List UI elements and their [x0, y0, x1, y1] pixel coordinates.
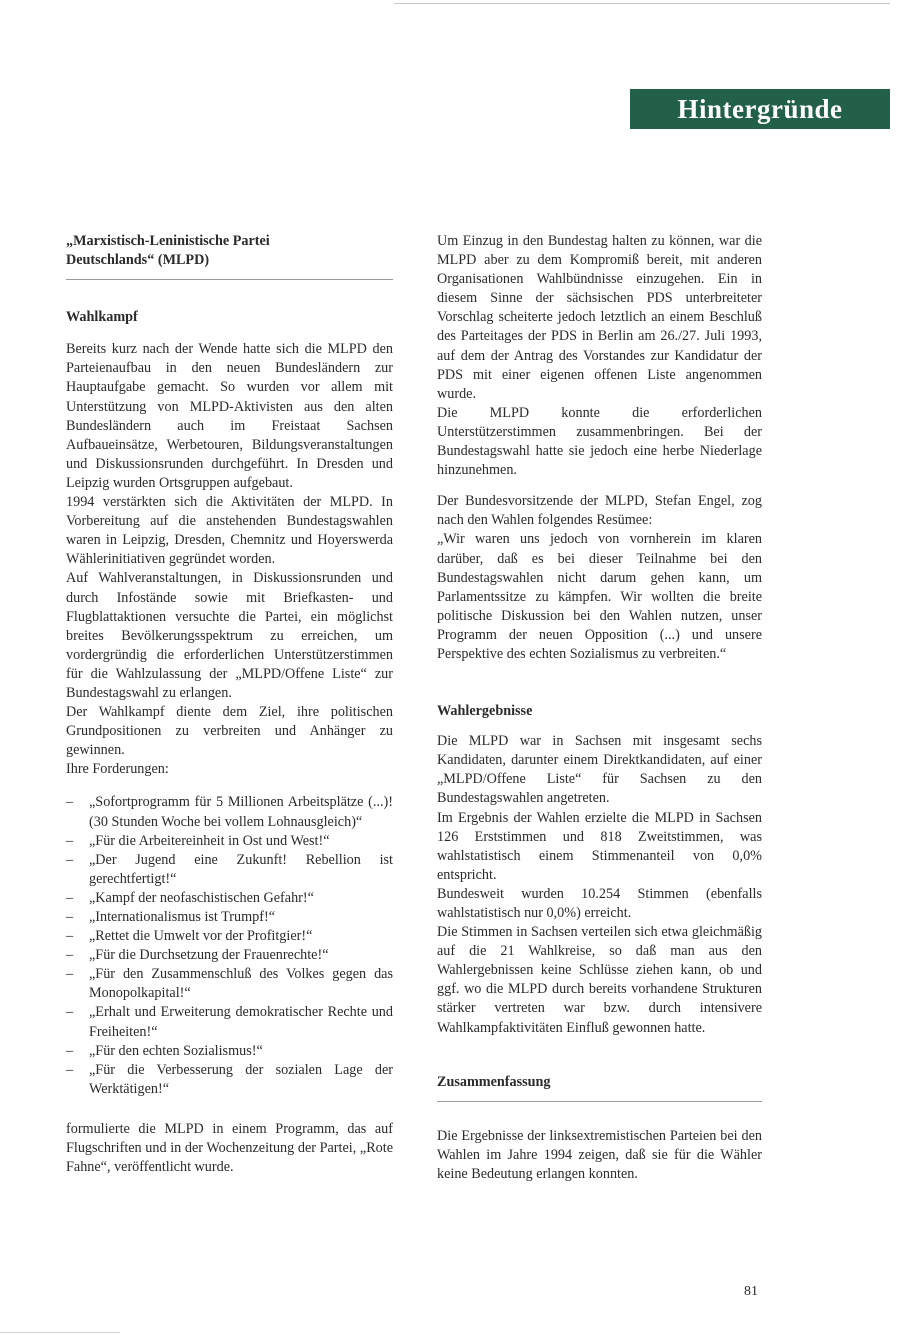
bottom-rule: [0, 1332, 120, 1333]
demand-item: – „Für die Durchsetzung der Frauenrechte!“: [66, 946, 393, 965]
demand-item: – „Für den Zusammenschluß des Volkes gegen das Monopolkapital!“: [66, 965, 393, 1003]
demand-item: – „Kampf der neofaschistischen Gefahr!“: [66, 889, 393, 908]
summary-divider: [437, 1101, 762, 1102]
top-rule: [394, 3, 890, 4]
demand-item: – „Für die Arbeitereinheit in Ost und West!“: [66, 832, 393, 851]
page-number: 81: [744, 1284, 758, 1299]
results-paragraph-3: Bundesweit wurden 10.254 Stimmen (ebenfalls wahlstatistisch nur 0,0%) erreicht.: [437, 885, 762, 921]
left-paragraph-4: Der Wahlkampf diente dem Ziel, ihre politischen Grundpositionen zu verbreiten und Anhänger zu gewinnen.: [66, 704, 393, 759]
left-paragraph-6: formulierte die MLPD in einem Programm, das auf Flugschriften und in der Wochenzeitung der Partei, „Rote Fahne“, veröffentlicht wurde.: [66, 1120, 393, 1176]
left-paragraph-2: 1994 verstärkten sich die Aktivitäten der MLPD. In Vorbereitung auf die anstehenden Bundestagswahlen waren in Leipzig, Dresden, Chemnitz und Hoyerswerda Wählerinitiativen gegründet worden.: [66, 494, 393, 568]
engel-quote: „Wir waren uns jedoch von vornherein im klaren darüber, daß es bei dieser Teilnahme bei den Bundestagswahlen nicht darum gehen kann, um Parlamentssitze zu kämpfen. Wir wollten die breite politische Diskussion bei den Wahlen nutzen, unser Programm der neuen Opposition (...) und unsere Perspektive des echten Sozialismus zu verbreiten.“: [437, 531, 762, 662]
left-column: [66, 232, 393, 1177]
demand-item: – „Erhalt und Erweiterung demokratischer Rechte und Freiheiten!“: [66, 1003, 393, 1041]
section-banner: Hintergründe: [630, 89, 890, 129]
right-paragraph-3: Der Bundesvorsitzende der MLPD, Stefan Engel, zog nach den Wahlen folgendes Resümee:: [437, 493, 762, 529]
zusammenfassung-heading: Zusammenfassung: [437, 1073, 551, 1090]
left-paragraph-5: Ihre Forderungen:: [66, 761, 169, 778]
demand-item: – „Rettet die Umwelt vor der Profitgier!“: [66, 927, 393, 946]
party-title-line2: Deutschlands“ (MLPD): [66, 252, 210, 269]
demand-item: – „Sofortprogramm für 5 Millionen Arbeitsplätze (...)! (30 Stunden Woche bei vollem Lohnausgleich)“: [66, 793, 393, 831]
results-paragraph-4: Die Stimmen in Sachsen verteilen sich etwa gleichmäßig auf die 21 Wahlkreise, so daß man aus den Wahlergebnissen keine Schlüsse ziehen kann, ob und ggf. wo die MLPD durch bereits vorhandene Strukturen stärker vertreten war bzw. durch intensivere Wahlkampfaktivitäten Einfluß gewonnen hatte.: [437, 924, 762, 1036]
demand-item: – „Der Jugend eine Zukunft! Rebellion ist gerechtfertigt!“: [66, 851, 393, 889]
results-paragraph-2: Im Ergebnis der Wahlen erzielte die MLPD in Sachsen 126 Erststimmen und 818 Zweitstimmen, was wahlstatistisch einem Stimmenanteil von 0,0% entspricht.: [437, 809, 762, 883]
results-paragraph-1: Die MLPD war in Sachsen mit insgesamt sechs Kandidaten, darunter einem Direktkandidaten, auf einer „MLPD/Offene Liste“ für Sachsen zu den Bundestagswahlen angetreten.: [437, 733, 762, 807]
wahlergebnisse-heading: Wahlergebnisse: [437, 703, 533, 720]
left-paragraph-1: Bereits kurz nach der Wende hatte sich die MLPD den Parteienaufbau in den neuen Bundesländern zur Hauptaufgabe gemacht. So wurden vor allem mit Unterstützung von MLPD-Aktivisten aus den alten Bundesländern auch im Freistaat Sachsen Aufbaueinsätze, Werbetouren, Bildungsveranstaltungen und Diskussionsrunden durchgeführt. In Dresden und Leipzig wurden Ortsgruppen aufgebaut.: [66, 341, 393, 491]
wahlkampf-heading: Wahlkampf: [66, 309, 138, 326]
right-paragraph-2: Die MLPD konnte die erforderlichen Unterstützerstimmen zusammenbringen. Bei der Bundestagswahl hatte sie jedoch eine herbe Niederlage hinzunehmen.: [437, 404, 762, 479]
party-title-line1: „Marxistisch-Leninistische Partei: [66, 233, 270, 249]
right-paragraph-1: Um Einzug in den Bundestag halten zu können, war die MLPD aber zu dem Kompromiß bereit, mit anderen Organisationen Wahlbündnisse einzugehen. Ein in diesem Sinne der sächsischen PDS unterbreiteter Vorschlag scheiterte jedoch letztlich an einem Beschluß des Parteitages der PDS in Berlin am 26./27. Juli 1993, auf dem der Antrag des Vorstandes zur Kandidatur der PDS mit einer eigenen offenen Liste angenommen wurde.: [437, 233, 762, 402]
title-divider: [66, 279, 393, 280]
left-paragraph-3: Auf Wahlveranstaltungen, in Diskussionsrunden und durch Infostände sowie mit Briefkasten- und Flugblattaktionen versuchte die Partei, ein möglichst breites Bevölkerungsspektrum zu erreichen, um vordergründig die erforderlichen Unterstützerstimmen für die Wahlzulassung der „MLPD/Offene Liste“ zur Bundestagswahl zu erlangen.: [66, 570, 393, 701]
right-column: [437, 232, 762, 1184]
demands-list: [66, 793, 393, 1099]
demand-item: – „Für die Verbesserung der sozialen Lage der Werktätigen!“: [66, 1061, 393, 1099]
summary-paragraph: Die Ergebnisse der linksextremistischen Parteien bei den Wahlen im Jahre 1994 zeigen, daß sie für die Wähler keine Bedeutung erlangen konnten.: [437, 1127, 762, 1182]
demand-item: – „Für den echten Sozialismus!“: [66, 1042, 393, 1061]
demand-item: – „Internationalismus ist Trumpf!“: [66, 908, 393, 927]
